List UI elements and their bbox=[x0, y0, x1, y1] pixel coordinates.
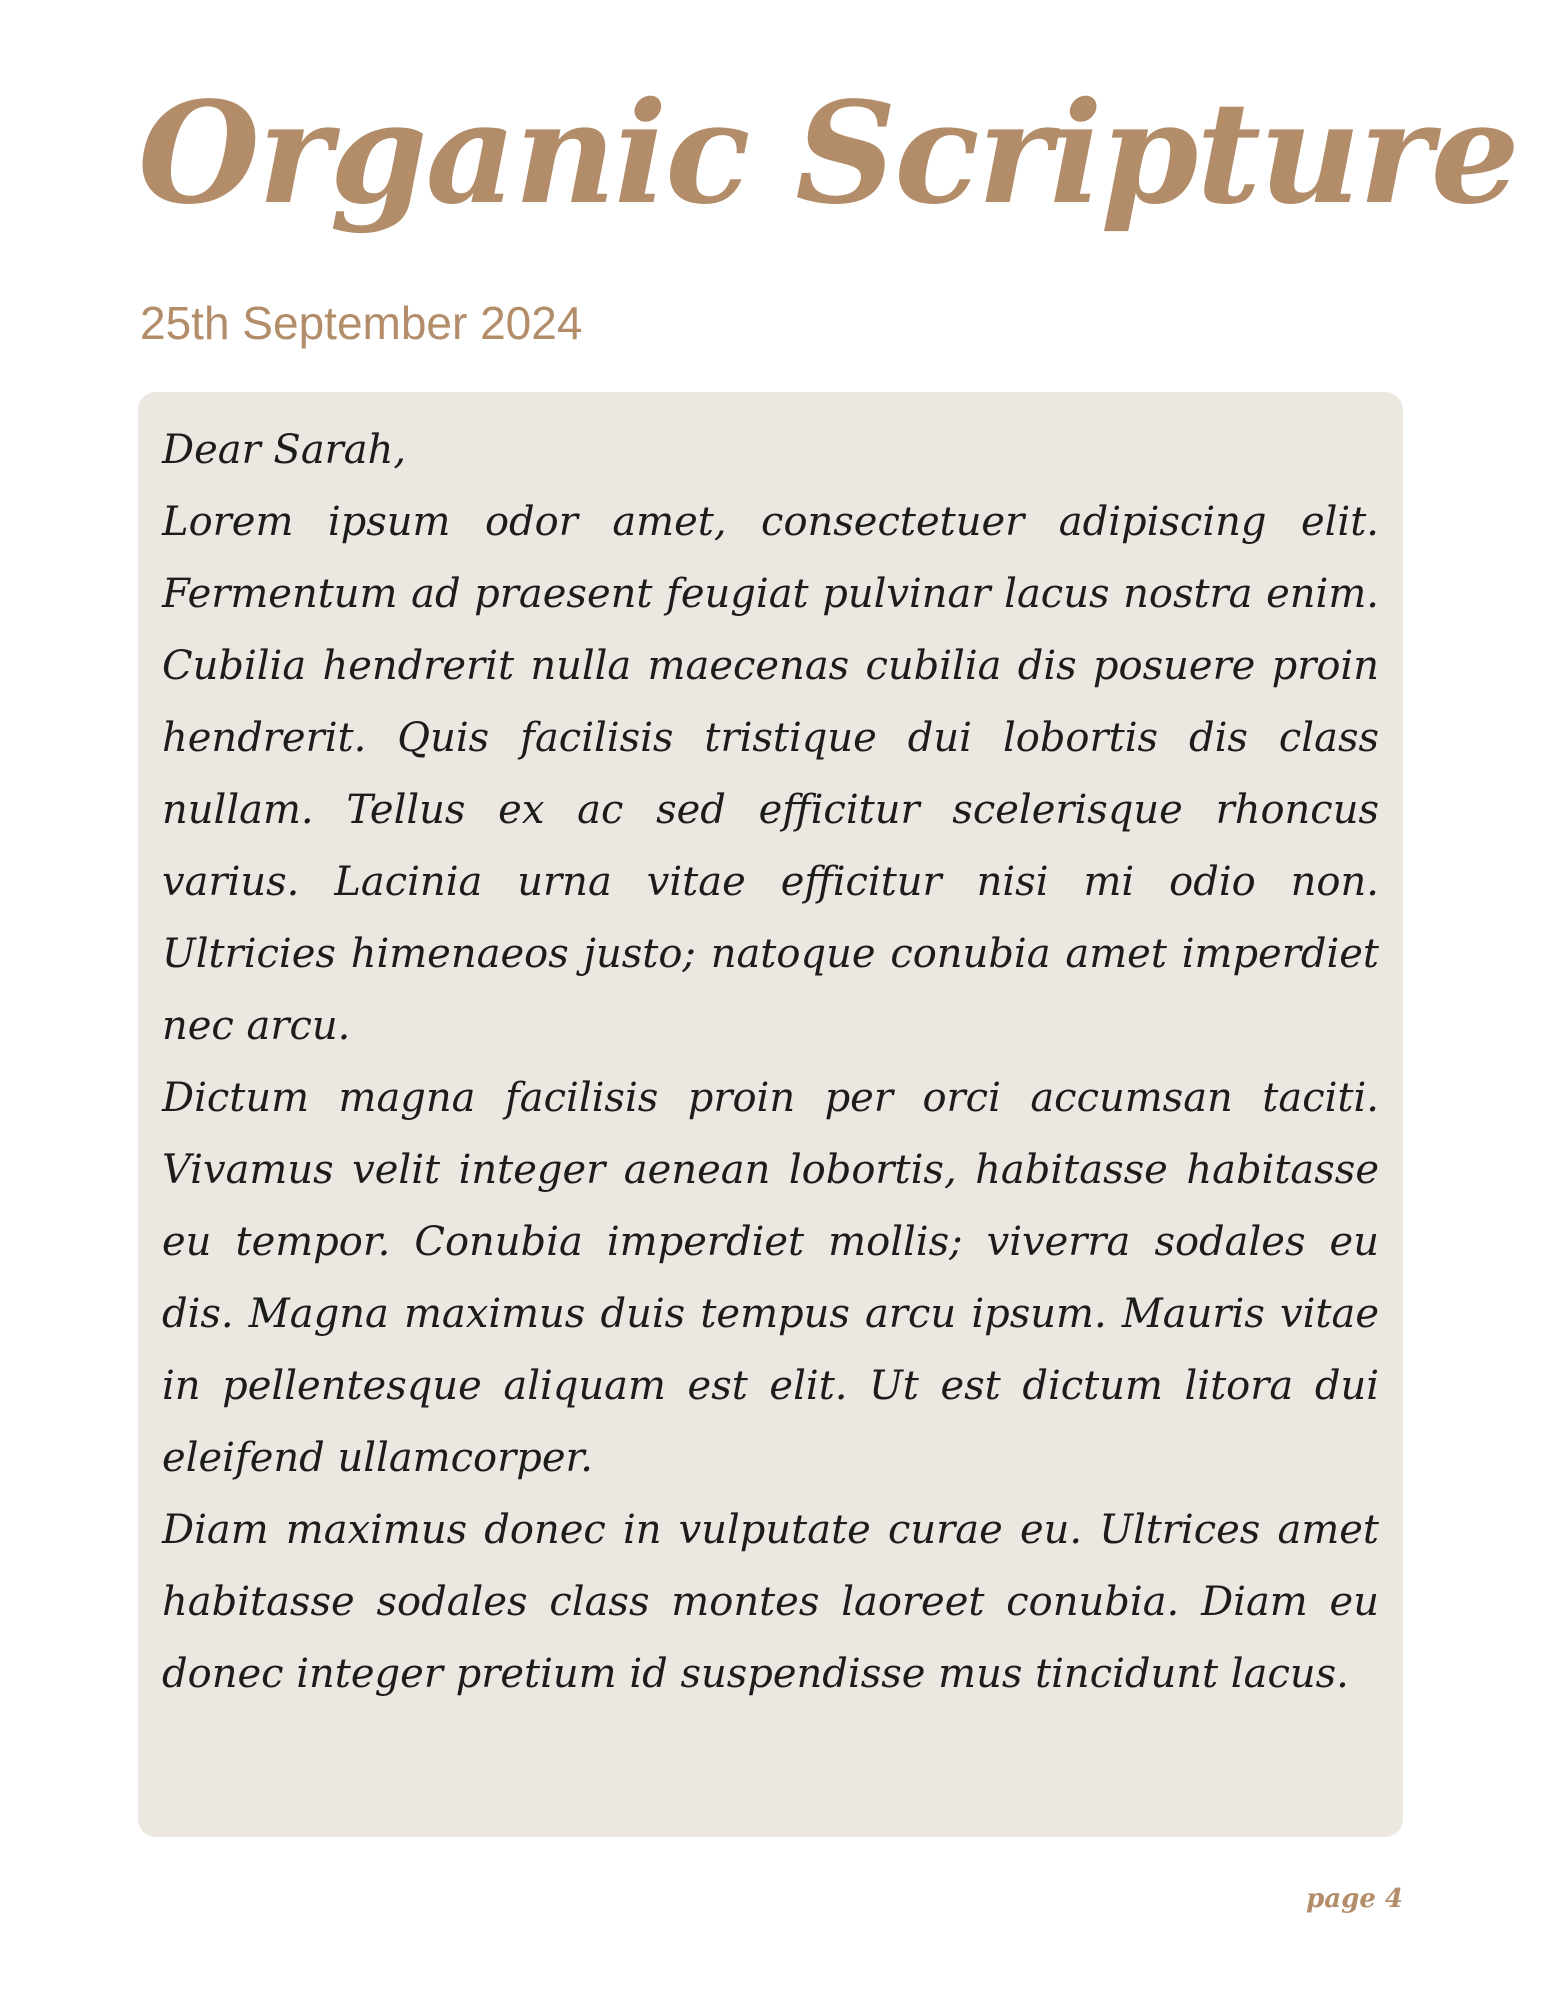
document-title: Organic Scripture bbox=[138, 72, 1518, 236]
letter-card bbox=[138, 392, 1403, 1837]
letter-paragraph-3: Diam maximus donec in vulputate curae eu. Ultrices amet habitasse sodales class montes laoreet conubia. Diam eu donec integer pretium id suspendisse mus tincidunt lacus. bbox=[162, 1507, 1379, 1697]
letter-paragraph-1: Lorem ipsum odor amet, consectetuer adipiscing elit. Fermentum ad praesent feugiat pulvinar lacus nostra enim. Cubilia hendrerit nulla maecenas cubilia dis posuere proin hendrerit. Quis facilisis tristique dui lobortis dis class nullam. Tellus ex ac sed efficitur scelerisque rhoncus varius. Lacinia urna vitae efficitur nisi mi odio non. Ultricies himenaeos justo; natoque conubia amet imperdiet nec arcu. bbox=[162, 499, 1379, 1049]
page-number: page 4 bbox=[1306, 1884, 1403, 1914]
letter-paragraph-2: Dictum magna facilisis proin per orci accumsan taciti. Vivamus velit integer aenean lobortis, habitasse habitasse eu tempor. Conubia imperdiet mollis; viverra sodales eu dis. Magna maximus duis tempus arcu ipsum. Mauris vitae in pellentesque aliquam est elit. Ut est dictum litora dui eleifend ullamcorper. bbox=[162, 1075, 1379, 1481]
letter-greeting: Dear Sarah, bbox=[162, 427, 407, 473]
letter-date: 25th September 2024 bbox=[140, 297, 583, 349]
